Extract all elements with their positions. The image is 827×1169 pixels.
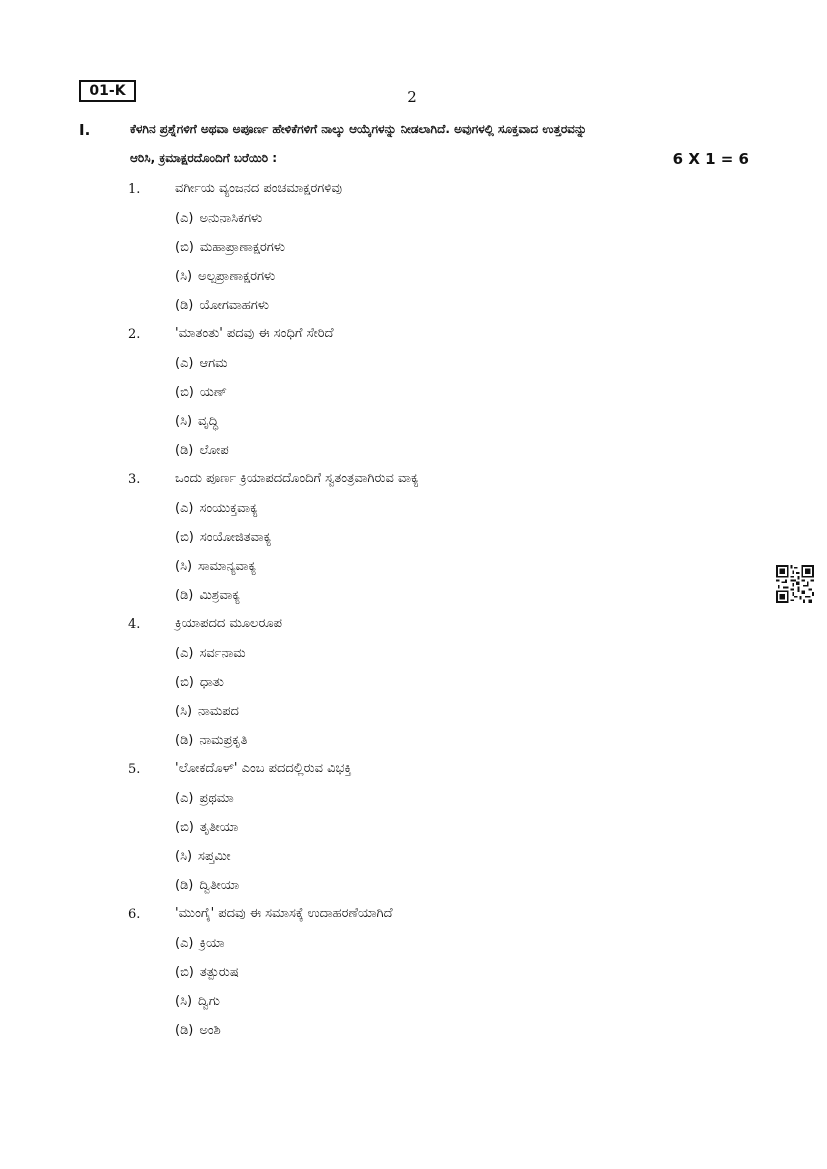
option-text: ನಾಮಪ್ರಕೃತಿ [199,733,248,748]
question-list [0,178,827,1048]
option [0,671,827,700]
option-label: (ಸಿ) [175,994,193,1009]
instruction-line-2: ಆರಿಸಿ, ಕ್ರಮಾಕ್ಷರದೊಂದಿಗೆ ಬರೆಯಿರಿ : [130,151,278,165]
option-text: ಸಾಮಾನ್ಯವಾಕ್ಯ [198,559,257,574]
option-text: ಮಿಶ್ರವಾಕ್ಯ [199,588,241,603]
option-text: ದ್ವಿತೀಯಾ [199,878,240,893]
option [0,236,827,265]
option [0,816,827,845]
option-label: (ಸಿ) [175,849,193,864]
option-label: (ಎ) [175,356,194,371]
question [0,178,827,207]
section-number: I. [79,121,91,139]
paper-code-box: 01-K [79,80,136,102]
question-text: ಕ್ರಿಯಾಪದದ ಮೂಲರೂಪ [175,616,282,631]
option [0,874,827,903]
question [0,468,827,497]
option [0,584,827,613]
question-number: 4. [128,617,141,632]
question-text: ಒಂದು ಪೂರ್ಣ ಕ್ರಿಯಾಪದದೊಂದಿಗೆ ಸ್ವತಂತ್ರವಾಗಿರುವ ವಾಕ್ಯ [175,471,419,486]
option-label: (ಡಿ) [175,443,194,458]
option [0,642,827,671]
option-label: (ಎ) [175,646,194,661]
option [0,1019,827,1048]
option-label: (ಸಿ) [175,269,193,284]
section-marks: 6 X 1 = 6 [672,150,749,168]
option [0,410,827,439]
option [0,990,827,1019]
option [0,845,827,874]
option-label: (ಬಿ) [175,385,194,400]
option-text: ಧಾತು [199,675,224,690]
option-label: (ಬಿ) [175,530,194,545]
option [0,381,827,410]
option-label: (ಬಿ) [175,240,194,255]
question-number: 3. [128,472,141,487]
option-text: ಆಗಮ [199,356,228,371]
option-text: ಅನುನಾಸಿಕಗಳು [199,211,263,226]
option-text: ತತ್ಪುರುಷ [199,965,239,980]
option [0,729,827,758]
option [0,207,827,236]
option [0,961,827,990]
option-label: (ಡಿ) [175,588,194,603]
question [0,613,827,642]
option-label: (ಸಿ) [175,559,193,574]
question-number: 5. [128,762,141,777]
question [0,903,827,932]
option [0,555,827,584]
option [0,265,827,294]
option-label: (ಎ) [175,501,194,516]
instruction-line-1: ಕೆಳಗಿನ ಪ್ರಶ್ನೆಗಳಿಗೆ ಅಥವಾ ಅಪೂರ್ಣ ಹೇಳಿಕೆಗಳಿಗೆ ನಾಲ್ಕು ಆಯ್ಕೆಗಳನ್ನು ನೀಡಲಾಗಿದೆ. ಅವುಗಳಲ್ಲಿ ಸೂಕ್ತವಾದ ಉತ್ತರವನ್ನು [130,122,587,136]
option-text: ಸಪ್ತಮೀ [198,849,231,864]
option-text: ಲೋಪ [199,443,229,458]
option [0,700,827,729]
option-text: ಅಂಶಿ [199,1023,221,1038]
option-label: (ಡಿ) [175,1023,194,1038]
option [0,526,827,555]
option [0,439,827,468]
option-label: (ಬಿ) [175,675,194,690]
option [0,932,827,961]
question-number: 1. [128,182,141,197]
option-label: (ಎ) [175,211,194,226]
question-text: ವರ್ಗೀಯ ವ್ಯಂಜನದ ಪಂಚಮಾಕ್ಷರಗಳಿವು [175,181,342,196]
option-text: ಕ್ರಿಯಾ [199,936,225,951]
option-text: ಸಂಯುಕ್ತವಾಕ್ಯ [199,501,258,516]
option-label: (ಡಿ) [175,298,194,313]
option-label: (ಸಿ) [175,414,193,429]
option [0,352,827,381]
option [0,787,827,816]
option-label: (ಸಿ) [175,704,193,719]
option-label: (ಡಿ) [175,878,194,893]
option-text: ಪ್ರಥಮಾ [199,791,234,806]
option-text: ನಾಮಪದ [198,704,239,719]
option-text: ವೃದ್ಧಿ [198,414,219,429]
option-text: ಸರ್ವನಾಮ [199,646,246,661]
option-text: ಅಲ್ಪಪ್ರಾಣಾಕ್ಷರಗಳು [198,269,276,284]
option-text: ಸಂಯೋಜಿತವಾಕ್ಯ [199,530,272,545]
section-instructions [130,121,755,167]
option-label: (ಬಿ) [175,820,194,835]
question-text: 'ಲೋಕದೊಳ್' ಎಂಬ ಪದದಲ್ಲಿರುವ ವಿಭಕ್ತಿ [175,761,352,776]
option-text: ಯೋಗವಾಹಗಳು [199,298,270,313]
option-text: ದ್ವಿಗು [198,994,220,1009]
option-label: (ಎ) [175,936,194,951]
question-number: 6. [128,907,141,922]
question-number: 2. [128,327,141,342]
question-text: 'ಮುಂಗೈ' ಪದವು ಈ ಸಮಾಸಕ್ಕೆ ಉದಾಹರಣೆಯಾಗಿದೆ [175,906,393,921]
option [0,294,827,323]
question [0,323,827,352]
page-number: 2 [407,88,417,106]
option-text: ಮಹಾಪ್ರಾಣಾಕ್ಷರಗಳು [199,240,286,255]
option [0,497,827,526]
option-label: (ಎ) [175,791,194,806]
option-label: (ಬಿ) [175,965,194,980]
question [0,758,827,787]
qr-code-icon [776,565,814,603]
option-text: ತೃತೀಯಾ [199,820,239,835]
option-label: (ಡಿ) [175,733,194,748]
option-text: ಯಣ್ [199,385,227,400]
question-text: 'ಮಾತಂತು' ಪದವು ಈ ಸಂಧಿಗೆ ಸೇರಿದೆ [175,326,334,341]
